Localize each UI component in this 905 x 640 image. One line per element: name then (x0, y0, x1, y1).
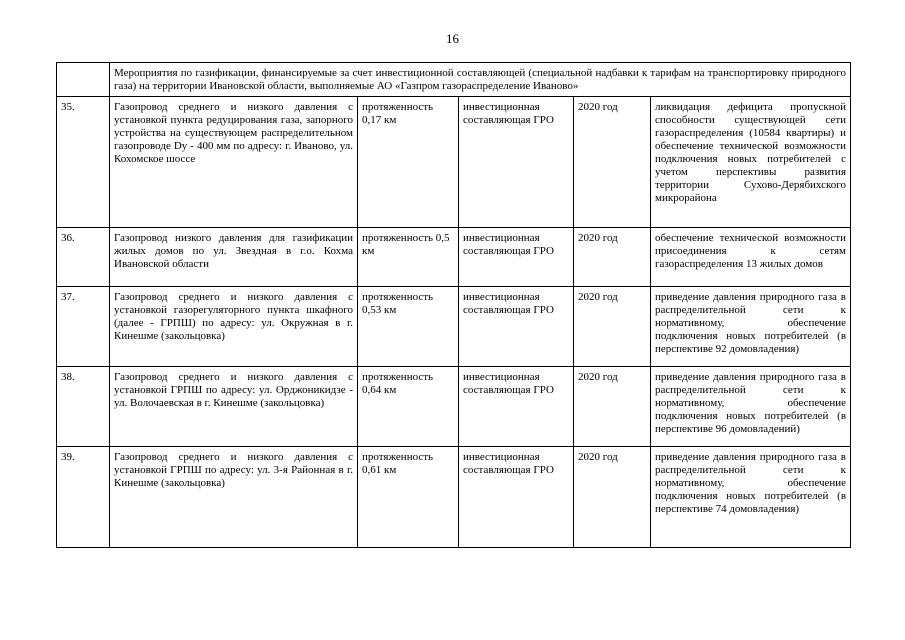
object-description: Газопровод среднего и низкого давления с установкой пункта редуцирования газа, запорного устройства на существующем распределительном газопроводе Dу - 400 мм по адресу: г. Иваново, ул. Кохомское шоссе (110, 97, 358, 228)
pipeline-length: протяженность 0,17 км (358, 97, 459, 228)
section-header-row (57, 63, 851, 97)
row-number: 35. (57, 97, 110, 228)
funding-source: инвестиционная составляющая ГРО (459, 447, 574, 548)
completion-year: 2020 год (574, 228, 651, 287)
completion-year: 2020 год (574, 287, 651, 367)
gasification-table (56, 62, 851, 548)
completion-year: 2020 год (574, 97, 651, 228)
pipeline-length: протяженность 0,53 км (358, 287, 459, 367)
project-purpose: приведение давления природного газа в распределительной сети к нормативному, обеспечение подключения новых потребителей (в перспективе 74 домовладения) (651, 447, 851, 548)
project-purpose: приведение давления природного газа в распределительной сети к нормативному, обеспечение подключения новых потребителей (в перспективе 96 домовладений) (651, 367, 851, 447)
funding-source: инвестиционная составляющая ГРО (459, 97, 574, 228)
object-description: Газопровод среднего и низкого давления с установкой газорегуляторного пункта шкафного (далее - ГРПШ) по адресу: ул. Окружная в г. Кинешме (закольцовка) (110, 287, 358, 367)
row-number: 38. (57, 367, 110, 447)
page-number: 16 (446, 31, 459, 46)
project-purpose: обеспечение технической возможности присоединения к сетям газораспределения 13 жилых домов (651, 228, 851, 287)
funding-source: инвестиционная составляющая ГРО (459, 287, 574, 367)
pipeline-length: протяженность 0,61 км (358, 447, 459, 548)
object-description: Газопровод среднего и низкого давления с установкой ГРПШ по адресу: ул. 3-я Районная в г. Кинешме (закольцовка) (110, 447, 358, 548)
section-title: Мероприятия по газификации, финансируемые за счет инвестиционной составляющей (специальной надбавки к тарифам на транспортировку природного газа) на территории Ивановской области, выполняемые АО «Газпром газораспределение Иваново» (110, 63, 851, 97)
pipeline-length: протяженность 0,64 км (358, 367, 459, 447)
table-row (57, 228, 851, 287)
pipeline-length: протяженность 0,5 км (358, 228, 459, 287)
completion-year: 2020 год (574, 367, 651, 447)
table-row (57, 287, 851, 367)
project-purpose: приведение давления природного газа в распределительной сети к нормативному, обеспечение подключения новых потребителей (в перспективе 92 домовладения) (651, 287, 851, 367)
row-number: 39. (57, 447, 110, 548)
project-purpose: ликвидация дефицита пропускной способности существующей сети газораспределения (10584 квартиры) и обеспечение технической возможности подключения новых потребителей с учетом перспективы развития территории Сухово-Дерябихского микрорайона (651, 97, 851, 228)
table-row (57, 97, 851, 228)
object-description: Газопровод низкого давления для газификации жилых домов по ул. Звездная в г.о. Кохма Ивановской области (110, 228, 358, 287)
table-row (57, 447, 851, 548)
row-number: 37. (57, 287, 110, 367)
table-row (57, 367, 851, 447)
row-number: 36. (57, 228, 110, 287)
funding-source: инвестиционная составляющая ГРО (459, 367, 574, 447)
section-header-num-cell (57, 63, 110, 97)
completion-year: 2020 год (574, 447, 651, 548)
funding-source: инвестиционная составляющая ГРО (459, 228, 574, 287)
object-description: Газопровод среднего и низкого давления с установкой ГРПШ по адресу: ул. Орджоникидзе - ул. Волочаевская в г. Кинешме (закольцовка) (110, 367, 358, 447)
